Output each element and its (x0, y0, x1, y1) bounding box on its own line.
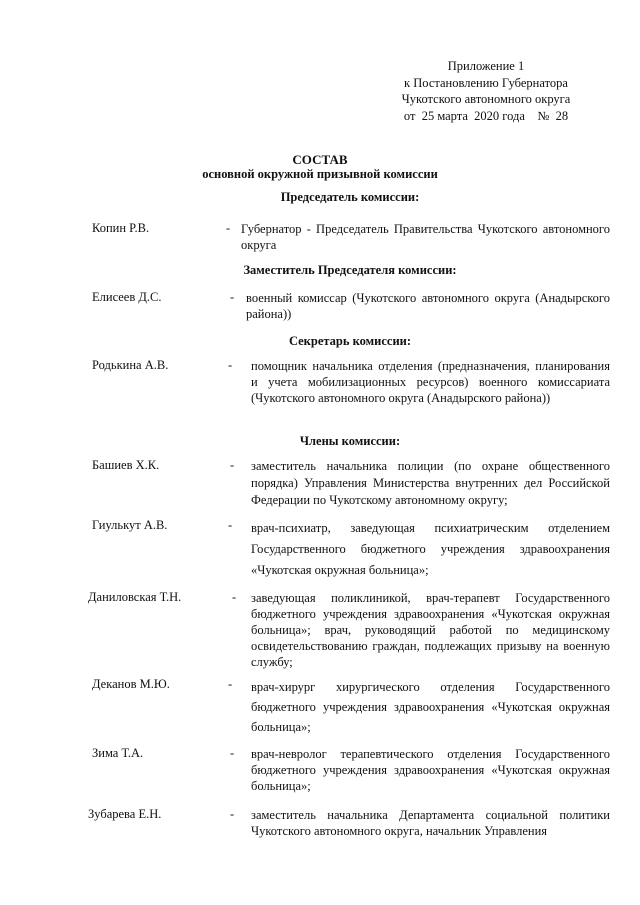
entry-name: Родькина А.В. (92, 358, 169, 372)
entry-dash: - (230, 290, 235, 304)
entry-dash: - (230, 807, 235, 821)
entry-dash: - (228, 518, 233, 532)
section-chairman: Председатель комиссии: (280, 190, 420, 204)
entry-name: Гиулькут А.В. (92, 518, 168, 532)
entry-dash: - (230, 458, 235, 472)
entry-dash: - (228, 358, 233, 372)
entry-description: заместитель начальника Департамента социальной политики Чукотского автономного округа, начальник Управления (251, 808, 610, 838)
entry-description: врач-невролог терапевтического отделения Государственного бюджетного учреждения здравоохранения «Чукотская окружная больница»; (251, 747, 610, 793)
entry-description: заведующая поликлиникой, врач-терапевт Государственного бюджетного учреждения здравоохранения «Чукотская окружная больница»; врач, руководящий работой по медицинскому освидетельствованию граждан, подлежащих призыву на военную службу; (251, 591, 610, 669)
document-title: СОСТАВ (292, 152, 348, 167)
entry-dash: - (228, 677, 233, 691)
entry-name: Копин Р.В. (92, 221, 150, 235)
appendix-block (360, 58, 612, 124)
entry-dash: - (232, 590, 237, 604)
section-deputy: Заместитель Председателя комиссии: (243, 263, 457, 277)
entry-name: Деканов М.Ю. (92, 677, 170, 691)
entry-name: Зима Т.А. (92, 746, 144, 760)
entry-description: помощник начальника отделения (предназначения, планирования и учета мобилизационных ресурсов) военного комиссариата (Чукотского автономного округа (Анадырского района)) (251, 359, 610, 405)
appendix-line-4: от 25 марта 2020 года № 28 (403, 108, 569, 123)
appendix-line-2: к Постановлению Губернатора (404, 75, 568, 90)
entry-name: Башиев Х.К. (92, 458, 160, 472)
document-subtitle: основной окружной призывной комиссии (202, 167, 438, 181)
entry-name: Зубарева Е.Н. (88, 807, 162, 821)
section-members: Члены комиссии: (299, 434, 401, 448)
appendix-line-1: Приложение 1 (447, 59, 525, 73)
entry-description: врач-хирург хирургического отделения Государственного бюджетного учреждения здравоохранения «Чукотская окружная больница»; (251, 680, 610, 734)
section-secretary: Секретарь комиссии: (288, 334, 412, 348)
entry-description: военный комиссар (Чукотского автономного округа (Анадырского района)) (246, 291, 610, 321)
entry-dash: - (226, 221, 231, 235)
entry-name: Елисеев Д.С. (92, 290, 162, 304)
entry-name: Даниловская Т.Н. (88, 590, 182, 604)
entry-description: врач-психиатр, заведующая психиатрическим отделением Государственного бюджетного учреждения здравоохранения «Чукотская окружная больница»; (251, 521, 610, 577)
entry-dash: - (230, 746, 235, 760)
appendix-line-3: Чукотского автономного округа (401, 92, 571, 106)
entry-description: заместитель начальника полиции (по охране общественного порядка) Управления Министерства внутренних дел Российской Федерации по Чукотскому автономному округу; (251, 459, 610, 507)
entry-description: Губернатор - Председатель Правительства Чукотского автономного округа (241, 222, 610, 252)
